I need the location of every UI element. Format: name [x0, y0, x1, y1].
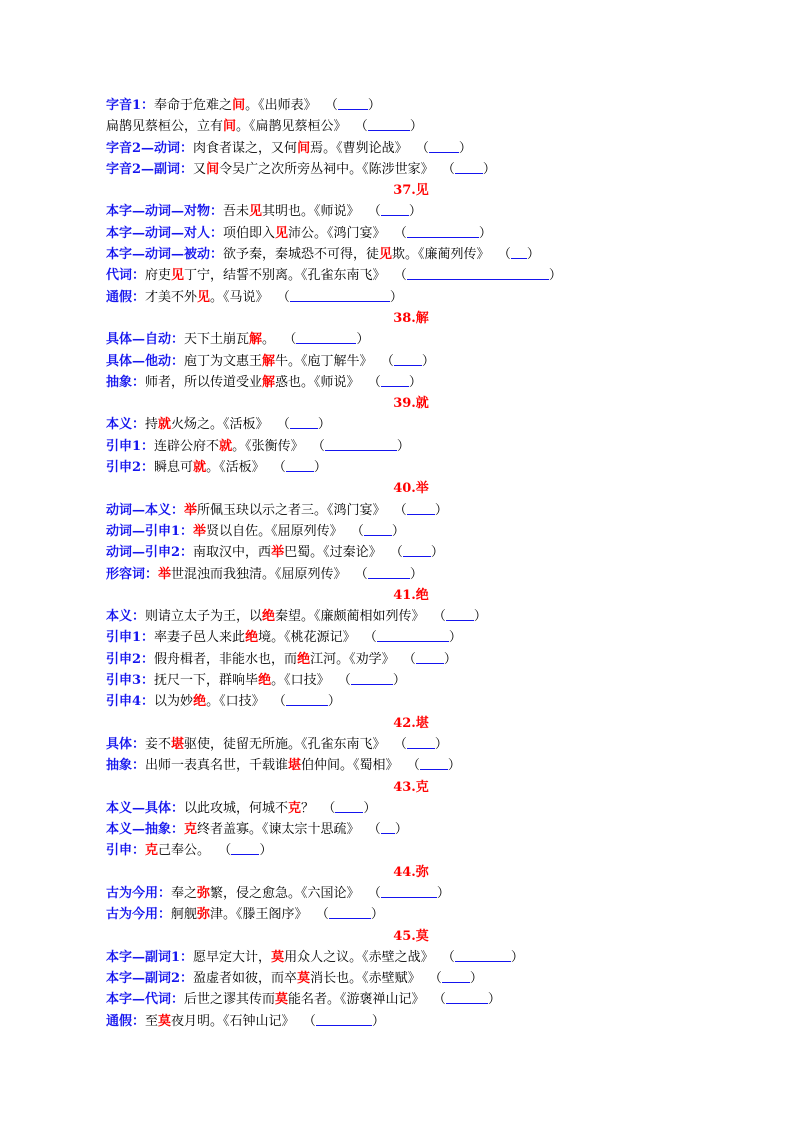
section-heading: 41.绝: [393, 587, 429, 603]
highlighted-character: 堪: [171, 736, 185, 752]
answer-blank[interactable]: [511, 245, 527, 259]
entry-text-after: 所佩玉玦以示之者三。《鸿门宴》: [197, 502, 386, 518]
entry-line: [106, 329, 706, 350]
answer-blank[interactable]: [296, 330, 356, 344]
answer-blank[interactable]: [290, 288, 390, 302]
answer-paren: （: [433, 949, 455, 965]
entry-line: [106, 904, 706, 925]
answer-blank[interactable]: [368, 117, 410, 131]
entry-label: 本义：: [106, 417, 146, 433]
entry-text-before: 持: [145, 417, 159, 433]
entry-label: 本字—动词—对人：: [106, 225, 224, 241]
answer-paren: （: [303, 438, 325, 454]
answer-paren: （: [385, 736, 407, 752]
answer-paren: （: [424, 992, 446, 1008]
answer-blank[interactable]: [381, 202, 409, 216]
answer-blank[interactable]: [420, 756, 448, 770]
entry-line: [106, 819, 706, 840]
entry-text-after: ？: [301, 800, 315, 816]
entry-label: 具体—自动：: [106, 332, 185, 348]
entry-text-before: 至: [145, 1013, 159, 1029]
answer-paren: （: [268, 289, 290, 305]
highlighted-character: 见: [379, 247, 393, 263]
entry-text-before: 项伯即入: [223, 225, 276, 241]
entry-text-after: 秦望。《廉颇蔺相如列传》: [275, 609, 425, 625]
entry-text-before: 又: [193, 161, 207, 177]
highlighted-character: 绝: [297, 651, 311, 667]
entry-text-before: 以此攻城，何城不: [184, 800, 289, 816]
entry-label: 引申2：: [106, 651, 155, 667]
answer-blank[interactable]: [231, 841, 259, 855]
entry-text-before: 吾未: [223, 204, 250, 220]
entry-label: 引申1：: [106, 438, 155, 454]
entry-line: [106, 138, 706, 159]
entry-label: 本字—代词：: [106, 992, 185, 1008]
entry-line: [106, 755, 706, 776]
answer-blank[interactable]: [335, 799, 363, 813]
highlighted-character: 绝: [258, 673, 272, 689]
answer-paren: （: [420, 971, 442, 987]
answer-blank[interactable]: [351, 671, 393, 685]
answer-paren: （: [342, 523, 364, 539]
answer-blank[interactable]: [286, 692, 328, 706]
answer-paren: （: [372, 353, 394, 369]
entry-text-after: 消长也。《赤壁赋》: [310, 971, 421, 987]
entry-label: 字音1：: [106, 98, 155, 113]
entry-line: [106, 840, 706, 861]
entry-line: [106, 372, 706, 393]
entry-line: [106, 606, 706, 627]
section-heading: 44.弥: [393, 864, 429, 880]
entry-line: [106, 265, 706, 286]
answer-paren-close: ）: [434, 736, 448, 752]
section-heading: 42.堪: [393, 715, 429, 731]
entry-line: [106, 798, 706, 819]
entry-line: [106, 223, 706, 244]
answer-blank[interactable]: [368, 565, 410, 579]
answer-paren: （: [355, 630, 377, 646]
entry-text-before: 后世之谬其传而: [184, 992, 276, 1008]
answer-paren: （: [210, 843, 232, 859]
highlighted-character: 举: [184, 502, 198, 518]
answer-paren-close: ）: [409, 119, 423, 135]
highlighted-character: 弥: [197, 885, 211, 901]
entry-text-after: 津。《滕王阁序》: [210, 907, 308, 923]
highlighted-character: 绝: [193, 694, 207, 710]
entry-text-after: 焉。《曹刿论战》: [310, 140, 408, 156]
highlighted-character: 克: [184, 822, 198, 838]
answer-paren: （: [359, 204, 381, 220]
entry-line: [106, 414, 706, 435]
answer-paren: （: [385, 268, 407, 284]
entry-label: 古为今用：: [106, 885, 172, 901]
answer-paren-close: ）: [367, 98, 381, 113]
answer-paren: （: [329, 673, 351, 689]
highlighted-character: 间: [223, 119, 237, 135]
highlighted-character: 莫: [158, 1013, 172, 1029]
section-heading: 38.解: [393, 310, 429, 326]
entry-text-before: 天下土崩瓦: [184, 332, 250, 348]
entry-text-before: 则请立太子为王，以: [145, 609, 263, 625]
entry-label: 本字—副词1：: [106, 949, 194, 965]
highlighted-character: 间: [297, 140, 311, 156]
answer-paren-close: ）: [510, 949, 524, 965]
answer-paren: （: [394, 651, 416, 667]
entry-text-after: 世混浊而我独清。《屈原列传》: [171, 566, 347, 582]
entry-text-after: 其明也。《师说》: [262, 204, 360, 220]
entry-line: [106, 95, 706, 116]
entry-line: [106, 436, 706, 457]
entry-text-before: 奉命于危难之: [154, 98, 233, 113]
entry-text-before: 妾不: [145, 736, 172, 752]
answer-paren-close: ）: [396, 438, 410, 454]
answer-blank[interactable]: [286, 458, 314, 472]
answer-paren-close: ）: [363, 800, 377, 816]
section-heading: 40.举: [393, 481, 429, 497]
entry-label: 古为今用：: [106, 907, 172, 923]
document-body: [106, 95, 706, 1032]
entry-line: [106, 947, 706, 968]
highlighted-character: 莫: [275, 992, 289, 1008]
section-heading: 37.见: [393, 183, 429, 199]
entry-label: 动词—引申1：: [106, 523, 194, 539]
answer-paren: （: [294, 1013, 316, 1029]
section-heading: 43.克: [393, 779, 429, 795]
entry-text-after: 境。《桃花源记》: [258, 630, 356, 646]
entry-label: 本义—具体：: [106, 800, 185, 816]
entry-text-after: 繁，侵之愈急。《六国论》: [210, 885, 360, 901]
answer-paren: （: [359, 885, 381, 901]
entry-text-before: 假舟楫者，非能水也，而: [154, 651, 298, 667]
answer-blank[interactable]: [364, 522, 392, 536]
answer-paren-close: ）: [408, 204, 422, 220]
entry-line: [106, 968, 706, 989]
answer-paren-close: ）: [526, 247, 540, 263]
answer-paren-close: ）: [487, 992, 501, 1008]
entry-text-after: 。: [262, 332, 276, 348]
entry-text-after: 能名者。《游褒禅山记》: [288, 992, 425, 1008]
entry-label: 引申4：: [106, 694, 155, 710]
entry-text-before: 盈虚者如彼，而卒: [193, 971, 298, 987]
answer-paren: （: [346, 119, 368, 135]
entry-text-before: 奉之: [171, 885, 198, 901]
answer-blank[interactable]: [377, 628, 449, 642]
entry-text-before: 府吏: [145, 268, 172, 284]
entry-line: [106, 351, 706, 372]
entry-text-after: 沛公。《鸿门宴》: [288, 225, 386, 241]
answer-blank[interactable]: [381, 884, 437, 898]
answer-blank[interactable]: [442, 969, 470, 983]
answer-paren-close: ）: [392, 673, 406, 689]
highlighted-character: 见: [275, 225, 289, 241]
entry-line: [106, 564, 706, 585]
entry-line: [106, 521, 706, 542]
answer-paren-close: ）: [327, 694, 341, 710]
entry-text-before: 欲予秦，秦城恐不可得，徒: [223, 247, 380, 263]
entry-line: [106, 627, 706, 648]
entry-label: 字音2—副词：: [106, 161, 194, 177]
answer-paren-close: ）: [313, 460, 327, 476]
highlighted-character: 解: [262, 374, 276, 390]
answer-blank[interactable]: [394, 352, 422, 366]
entry-text-before: 扁鹊见蔡桓公，立有: [106, 119, 224, 135]
highlighted-character: 莫: [271, 949, 285, 965]
entry-label: 引申3：: [106, 673, 155, 689]
highlighted-character: 间: [206, 161, 220, 177]
answer-paren-close: ）: [409, 566, 423, 582]
answer-paren-close: ）: [370, 907, 384, 923]
entry-text-before: 连辟公府不: [154, 438, 220, 454]
entry-line: [106, 244, 706, 265]
entry-line: [106, 201, 706, 222]
entry-label: 本义：: [106, 609, 146, 625]
entry-label: 引申2：: [106, 460, 155, 476]
entry-label: 代词：: [106, 268, 146, 284]
answer-paren-close: ）: [447, 758, 461, 774]
entry-text-after: 。《活板》: [206, 460, 265, 476]
entry-text-after: 夜月明。《石钟山记》: [171, 1013, 295, 1029]
answer-paren: （: [381, 545, 403, 561]
answer-paren: （: [275, 332, 297, 348]
answer-paren-close: ）: [430, 545, 444, 561]
answer-blank[interactable]: [446, 607, 474, 621]
entry-text-after: 终者盖寡。《谏太宗十思疏》: [197, 822, 360, 838]
entry-line: [106, 649, 706, 670]
entry-text-after: 惑也。《师说》: [275, 374, 360, 390]
entry-label: 通假：: [106, 1013, 146, 1029]
answer-blank[interactable]: [407, 501, 435, 515]
entry-label: 本义—抽象：: [106, 822, 185, 838]
answer-paren: （: [264, 460, 286, 476]
entry-line: [106, 457, 706, 478]
answer-blank[interactable]: [455, 160, 483, 174]
answer-paren: （: [346, 566, 368, 582]
entry-text-before: 才美不外: [145, 289, 198, 305]
entry-text-after: 江河。《劝学》: [310, 651, 395, 667]
answer-blank[interactable]: [455, 948, 511, 962]
answer-blank[interactable]: [290, 415, 318, 429]
entry-label: 字音2—动词：: [106, 140, 194, 156]
entry-text-after: 。《扁鹊见蔡桓公》: [236, 119, 347, 135]
entry-text-after: 欺。《廉蔺列传》: [392, 247, 490, 263]
answer-blank[interactable]: [325, 437, 397, 451]
entry-text-after: 牛。《庖丁解牛》: [275, 353, 373, 369]
entry-text-before: 愿早定大计，: [193, 949, 272, 965]
entry-text-after: 。《出师表》: [245, 98, 317, 113]
entry-line: [106, 691, 706, 712]
answer-blank[interactable]: [446, 990, 488, 1004]
highlighted-character: 莫: [297, 971, 311, 987]
entry-text-before: 南取汉中，西: [193, 545, 272, 561]
answer-paren-close: ）: [458, 140, 472, 156]
entry-text-before: 以为妙: [154, 694, 194, 710]
answer-paren: （: [385, 225, 407, 241]
answer-paren: （: [433, 161, 455, 177]
answer-paren: （: [489, 247, 511, 263]
highlighted-character: 举: [271, 545, 285, 561]
entry-text-after: 。《马说》: [210, 289, 269, 305]
answer-paren-close: ）: [394, 822, 408, 838]
entry-line: [106, 883, 706, 904]
answer-paren: （: [359, 374, 381, 390]
section-heading: 45.莫: [393, 928, 429, 944]
answer-paren-close: ）: [356, 332, 370, 348]
highlighted-character: 就: [193, 460, 207, 476]
answer-blank[interactable]: [416, 650, 444, 664]
answer-paren-close: ）: [421, 353, 435, 369]
entry-line: [106, 116, 706, 137]
answer-paren-close: ）: [434, 502, 448, 518]
entry-text-after: 。《口技》: [206, 694, 265, 710]
entry-line: [106, 734, 706, 755]
answer-paren-close: ）: [473, 609, 487, 625]
highlighted-character: 就: [158, 417, 172, 433]
entry-label: 通假：: [106, 289, 146, 305]
highlighted-character: 见: [197, 289, 211, 305]
answer-paren: （: [264, 694, 286, 710]
highlighted-character: 见: [171, 268, 185, 284]
entry-label: 本字—动词—对物：: [106, 204, 224, 220]
entry-text-after: 火炀之。《活板》: [171, 417, 269, 433]
answer-blank[interactable]: [429, 139, 459, 153]
entry-label: 引申1：: [106, 630, 155, 646]
entry-label: 引申：: [106, 843, 146, 859]
answer-paren-close: ）: [448, 630, 462, 646]
highlighted-character: 间: [232, 98, 246, 113]
answer-paren-close: ）: [436, 885, 450, 901]
entry-text-after: 巴蜀。《过秦论》: [284, 545, 382, 561]
answer-paren-close: ）: [259, 843, 273, 859]
highlighted-character: 就: [219, 438, 233, 454]
answer-blank[interactable]: [381, 820, 395, 834]
answer-paren-close: ）: [391, 523, 405, 539]
entry-line: [106, 159, 706, 180]
answer-paren: （: [314, 800, 336, 816]
answer-blank[interactable]: [407, 735, 435, 749]
answer-paren-close: ）: [389, 289, 403, 305]
answer-paren: （: [307, 907, 329, 923]
entry-text-before: 抚尺一下，群响毕: [154, 673, 259, 689]
entry-line: [106, 670, 706, 691]
entry-line: [106, 287, 706, 308]
highlighted-character: 举: [193, 523, 207, 539]
highlighted-character: 绝: [262, 609, 276, 625]
answer-blank[interactable]: [407, 224, 479, 238]
answer-paren: （: [268, 417, 290, 433]
entry-text-after: 令吴广之次所旁丛祠中。《陈涉世家》: [219, 161, 434, 177]
entry-text-before: 舸舰: [171, 907, 198, 923]
answer-paren-close: ）: [408, 374, 422, 390]
answer-paren: （: [424, 609, 446, 625]
answer-paren-close: ）: [371, 1013, 385, 1029]
entry-text-before: 肉食者谋之，又何: [193, 140, 298, 156]
entry-text-after: 驱使，徒留无所施。《孔雀东南飞》: [184, 736, 386, 752]
answer-paren-close: ）: [317, 417, 331, 433]
entry-text-before: 出师一表真名世，千载谁: [145, 758, 289, 774]
entry-text-after: 用众人之议。《赤壁之战》: [284, 949, 434, 965]
answer-paren: （: [398, 758, 420, 774]
entry-text-after: 丁宁，结誓不别离。《孔雀东南飞》: [184, 268, 386, 284]
answer-paren-close: ）: [469, 971, 483, 987]
entry-label: 本字—动词—被动：: [106, 247, 224, 263]
highlighted-character: 绝: [245, 630, 259, 646]
highlighted-character: 解: [262, 353, 276, 369]
entry-line: [106, 500, 706, 521]
highlighted-character: 克: [288, 800, 302, 816]
entry-line: [106, 1011, 706, 1032]
entry-text-after: 。《张衡传》: [232, 438, 304, 454]
entry-label: 形容词：: [106, 566, 159, 582]
entry-label: 抽象：: [106, 374, 146, 390]
entry-text-before: 师者，所以传道受业: [145, 374, 263, 390]
answer-blank[interactable]: [403, 543, 431, 557]
entry-line: [106, 989, 706, 1010]
section-heading: 39.就: [393, 396, 429, 412]
entry-text-before: 率妻子邑人来此: [154, 630, 246, 646]
answer-blank[interactable]: [338, 96, 368, 110]
answer-paren-close: ）: [443, 651, 457, 667]
highlighted-character: 见: [249, 204, 263, 220]
entry-label: 动词—本义：: [106, 502, 185, 518]
highlighted-character: 弥: [197, 907, 211, 923]
answer-paren: （: [385, 502, 407, 518]
answer-paren: （: [359, 822, 381, 838]
entry-text-before: 庖丁为文惠王: [184, 353, 263, 369]
answer-blank[interactable]: [407, 266, 549, 280]
answer-paren-close: ）: [548, 268, 562, 284]
entry-label: 动词—引申2：: [106, 545, 194, 561]
highlighted-character: 解: [249, 332, 263, 348]
highlighted-character: 堪: [288, 758, 302, 774]
answer-blank[interactable]: [329, 905, 371, 919]
answer-blank[interactable]: [381, 373, 409, 387]
entry-text-after: 己奉公。: [158, 843, 211, 859]
entry-text-after: 贤以自佐。《屈原列传》: [206, 523, 343, 539]
entry-text-after: 伯仲间。《蜀相》: [301, 758, 399, 774]
entry-text-before: 瞬息可: [154, 460, 194, 476]
entry-label: 本字—副词2：: [106, 971, 194, 987]
entry-label: 具体：: [106, 736, 146, 752]
answer-paren-close: ）: [482, 161, 496, 177]
answer-blank[interactable]: [316, 1012, 372, 1026]
entry-text-after: 。《口技》: [271, 673, 330, 689]
entry-label: 具体—他动：: [106, 353, 185, 369]
answer-paren: （: [407, 140, 429, 156]
entry-label: 抽象：: [106, 758, 146, 774]
answer-paren-close: ）: [478, 225, 492, 241]
entry-line: [106, 542, 706, 563]
answer-paren: （: [316, 98, 338, 113]
highlighted-character: 举: [158, 566, 172, 582]
highlighted-character: 克: [145, 843, 159, 859]
